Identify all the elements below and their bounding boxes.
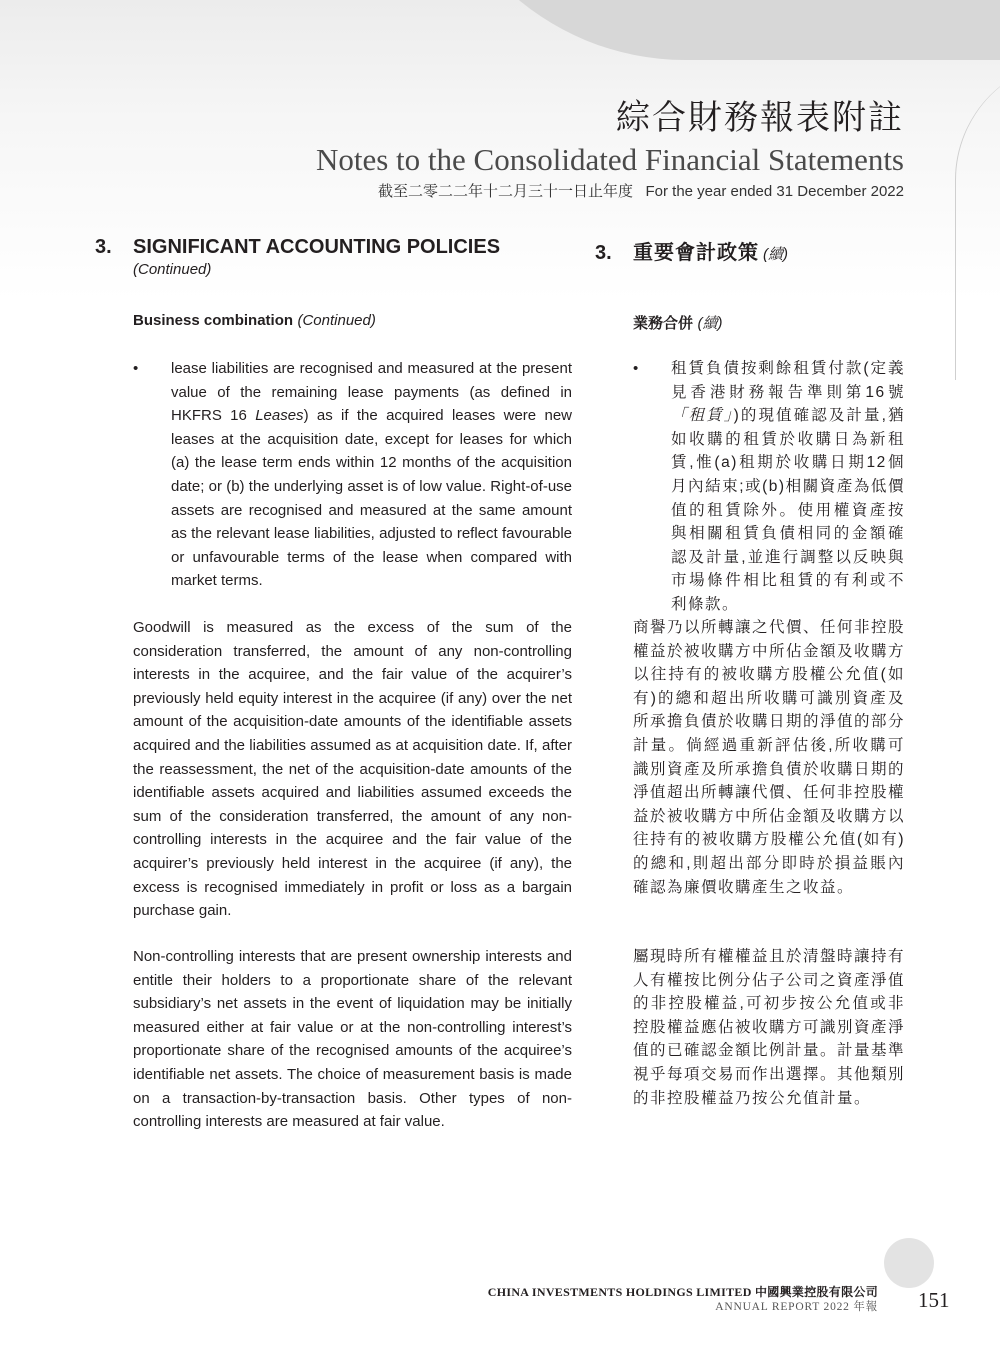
bullet-text-en-part2: ) as if the acquired leases were new leases at the acquisition date, except for leases for which (a) the lease term ends within 12 months of the acquisition date; or (b) the underlying asset is of low value. Right-of-use assets are recognised and measured at the same amount as the relevant lease liabilities, adjusted to reflect favourable or unfavourable terms of the lease when compared with market terms. xyxy=(171,407,572,590)
footer-company-name: CHINA INVESTMENTS HOLDINGS LIMITED 中國興業控股有限公司 xyxy=(487,1285,878,1299)
page-number: 151 xyxy=(918,1288,950,1312)
section-title-en: SIGNIFICANT ACCOUNTING POLICIES xyxy=(133,236,501,258)
sub-heading-title-zh: 業務合併 xyxy=(633,315,694,332)
bullet-lease-en xyxy=(95,357,572,593)
page-number-circle xyxy=(884,1238,934,1288)
period-en: For the year ended 31 December 2022 xyxy=(645,183,904,200)
section-heading-zh xyxy=(595,236,905,265)
page-title-zh: 綜合財務報表附註 xyxy=(616,98,904,138)
bullet-text-zh-part1: 租賃負債按剩餘租賃付款(定義見香港財務報告準則第16號 xyxy=(671,360,905,401)
paragraph-goodwill-zh: 商譽乃以所轉讓之代價、任何非控股權益於被收購方中所佔金額及收購方以往持有的被收購方股權公允值(如有)的總和超出所收購可識別資產及所承擔負債於收購日期的淨值的部分計量。倘經過重新評估後,所收購可識別資產及所承擔負債於收購日期的淨值超出所轉讓代價、任何非控股權益於被收購方中所佔金額及收購方以往持有的被收購方股權公允值(如有)的總和,則超出部分即時於損益賬內確認為廉價收購產生之收益。 xyxy=(633,619,906,896)
bullet-text-zh xyxy=(671,357,905,617)
bullet-text-en-part1: lease liabilities are recognised and measured at the present value of the remaining lease payments (as defined in HKFRS 16 xyxy=(171,360,572,425)
period-subtitle xyxy=(316,182,904,202)
paragraph-nci-en: Non-controlling interests that are present ownership interests and entitle their holders to a proportionate share of the relevant subsidiary’s net assets in the event of liquidation may be initially measured either at fair value or at the non-controlling interest’s proportionate share of the recognised amounts of the acquiree’s identifiable net assets. The choice of measurement basis is made on a transaction-by-transaction basis. Other types of non-controlling interests are measured at fair value. xyxy=(133,948,572,1131)
section-continued-zh: (續) xyxy=(763,246,788,263)
section-number-en: 3. xyxy=(95,236,112,258)
section-continued-en: (Continued) xyxy=(133,261,212,278)
paragraph-nci-zh: 屬現時所有權權益且於清盤時讓持有人有權按比例分佔子公司之資產淨值的非控股權益,可初步按公允值或非控股權益應佔被收購方可識別資產淨值的已確認金額比例計量。計量基準視乎每項交易而作出選擇。其他類別的非控股權益乃按公允值計量。 xyxy=(633,948,906,1107)
sub-heading-continued-zh: (續) xyxy=(697,315,723,332)
page-header xyxy=(316,96,904,202)
period-zh: 截至二零二二年十二月三十一日止年度 xyxy=(377,183,633,200)
bullet-lease-zh xyxy=(595,357,905,617)
page-footer xyxy=(488,1285,878,1314)
footer-report-name: ANNUAL REPORT 2022 年報 xyxy=(715,1301,878,1313)
sub-heading-continued-en: (Continued) xyxy=(297,312,376,329)
bullet-text-en xyxy=(171,357,572,593)
section-heading-en xyxy=(95,236,572,278)
section-number-zh: 3. xyxy=(595,242,612,264)
section-title-zh: 重要會計政策 xyxy=(633,242,759,264)
bullet-text-en-emphasis: Leases xyxy=(255,407,304,425)
bullet-text-zh-part2: )的現值確認及計量,猶如收購的租賃於收購日為新租賃,惟(a)租期於收購日期12個月內結束;或(b)相關資產為低價值的租賃除外。使用權資產按與相關租賃負債相同的金額確認及計量,並進行調整以反映與市場條件相比租賃的有利或不利條款。 xyxy=(671,407,905,613)
sub-heading-en xyxy=(95,312,572,330)
sub-heading-zh xyxy=(595,312,905,333)
bullet-text-zh-emphasis: 「租賃」 xyxy=(671,407,734,425)
bullet-dot-zh: • xyxy=(633,360,639,377)
paragraph-goodwill-en: Goodwill is measured as the excess of the sum of the consideration transferred, the amount of any non-controlling interests in the acquiree, and the fair value of the acquirer’s previously held equity interest in the acquiree (if any) over the net amount of the acquisition-date amounts of the identifiable assets acquired and the liabilities assumed as at acquisition date. If, after the reassessment, the net of the acquisition-date amounts of the identifiable assets acquired and liabilities assumed exceeds the sum of the consideration transferred, the amount of any non-controlling interests in the acquiree and the fair value of the acquirer’s previously held interest in the acquiree (if any), the excess is recognised immediately in profit or loss as a bargain purchase gain. xyxy=(133,619,572,920)
bullet-dot-en: • xyxy=(133,360,139,377)
sub-heading-title-en: Business combination xyxy=(133,312,294,329)
page-title-en: Notes to the Consolidated Financial Statements xyxy=(315,142,904,177)
